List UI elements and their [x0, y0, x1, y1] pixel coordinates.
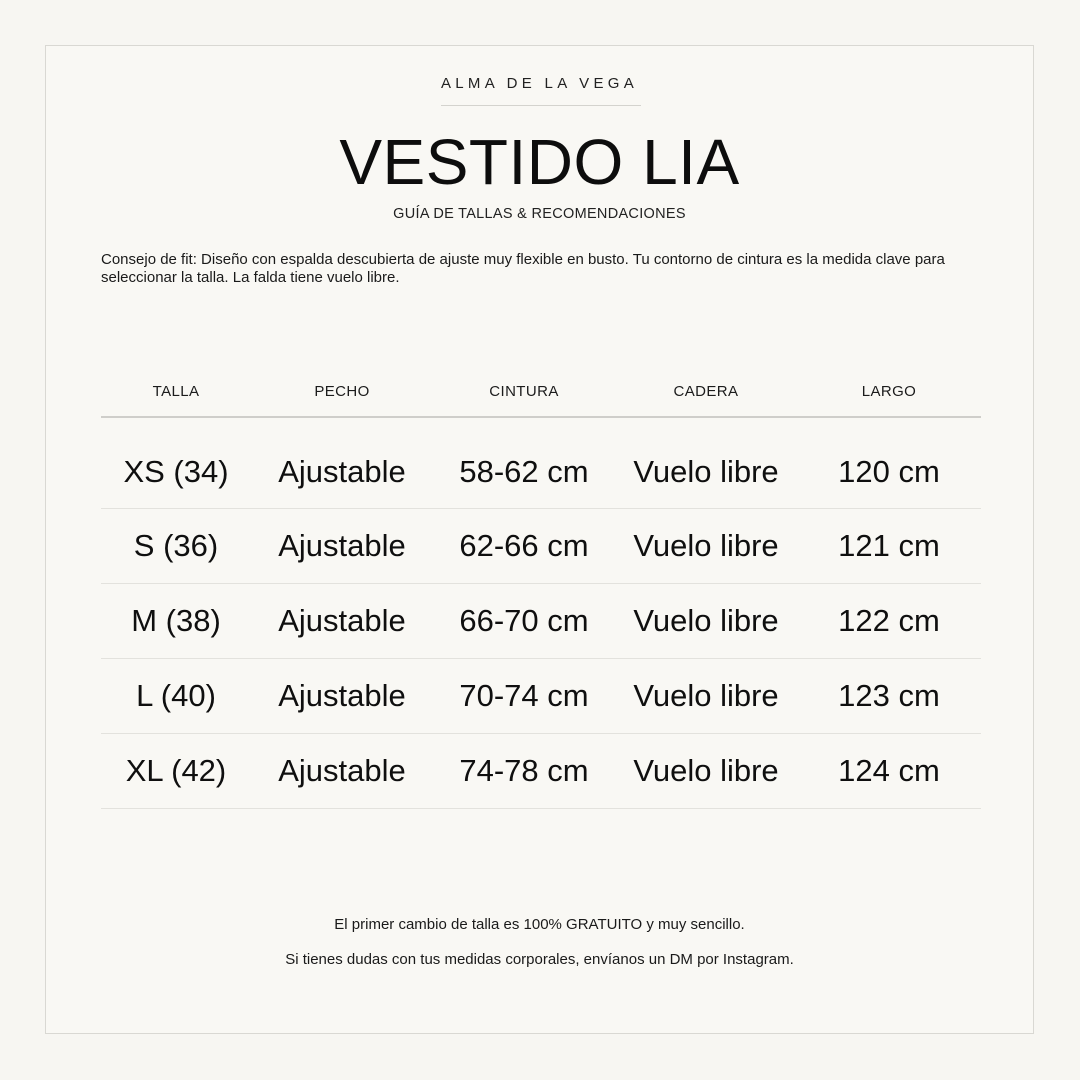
chest-cell: Ajustable — [278, 678, 406, 713]
column-header-pecho: PECHO — [314, 382, 370, 400]
waist-cell: 62-66 cm — [459, 528, 589, 563]
size-cell: L (40) — [136, 678, 216, 713]
column-header-largo: LARGO — [861, 382, 917, 400]
length-cell: 123 cm — [838, 678, 940, 713]
size-cell: XS (34) — [123, 453, 229, 489]
exchange-note: El primer cambio de talla es 100% GRATUITO y muy sencillo. — [334, 916, 745, 933]
waist-cell: 66-70 cm — [459, 603, 589, 638]
table-header — [101, 366, 981, 418]
size-cell: S (36) — [133, 528, 219, 563]
contact-note: Si tienes dudas con tus medidas corporales, envíanos un DM por Instagram. — [285, 951, 794, 968]
waist-cell: 58-62 cm — [459, 453, 589, 489]
brand-name: ALMA DE LA VEGA — [440, 75, 639, 92]
chest-cell: Ajustable — [278, 453, 406, 489]
guide-subtitle: GUÍA DE TALLAS & RECOMENDACIONES — [393, 206, 686, 222]
fit-tip: Consejo de fit: Diseño con espalda descubierta de ajuste muy flexible en busto. Tu contorno de cintura es la medida clave para seleccionar la talla. La falda tiene vuelo libre. — [101, 251, 945, 286]
column-header-cadera: CADERA — [673, 382, 739, 400]
size-table — [101, 366, 981, 809]
table-row — [101, 659, 981, 734]
chest-cell: Ajustable — [278, 753, 406, 788]
waist-cell: 74-78 cm — [459, 753, 589, 788]
table-row — [101, 734, 981, 809]
column-header-cintura: CINTURA — [489, 382, 559, 400]
length-cell: 120 cm — [838, 453, 940, 489]
hip-cell: Vuelo libre — [633, 753, 779, 788]
hip-cell: Vuelo libre — [633, 453, 779, 489]
hip-cell: Vuelo libre — [633, 678, 779, 713]
length-cell: 122 cm — [838, 603, 940, 638]
table-row — [101, 584, 981, 659]
waist-cell: 70-74 cm — [459, 678, 589, 713]
hip-cell: Vuelo libre — [633, 528, 779, 563]
column-header-talla: TALLA — [152, 382, 200, 400]
size-cell: XL (42) — [125, 753, 227, 788]
table-row — [101, 418, 981, 509]
brand-divider — [441, 105, 641, 106]
length-cell: 121 cm — [838, 528, 940, 563]
product-title: VESTIDO LIA — [339, 126, 740, 198]
size-cell: M (38) — [131, 603, 221, 638]
size-guide-card — [45, 45, 1034, 1034]
chest-cell: Ajustable — [278, 528, 406, 563]
hip-cell: Vuelo libre — [633, 603, 779, 638]
table-row — [101, 509, 981, 584]
chest-cell: Ajustable — [278, 603, 406, 638]
length-cell: 124 cm — [838, 753, 940, 788]
